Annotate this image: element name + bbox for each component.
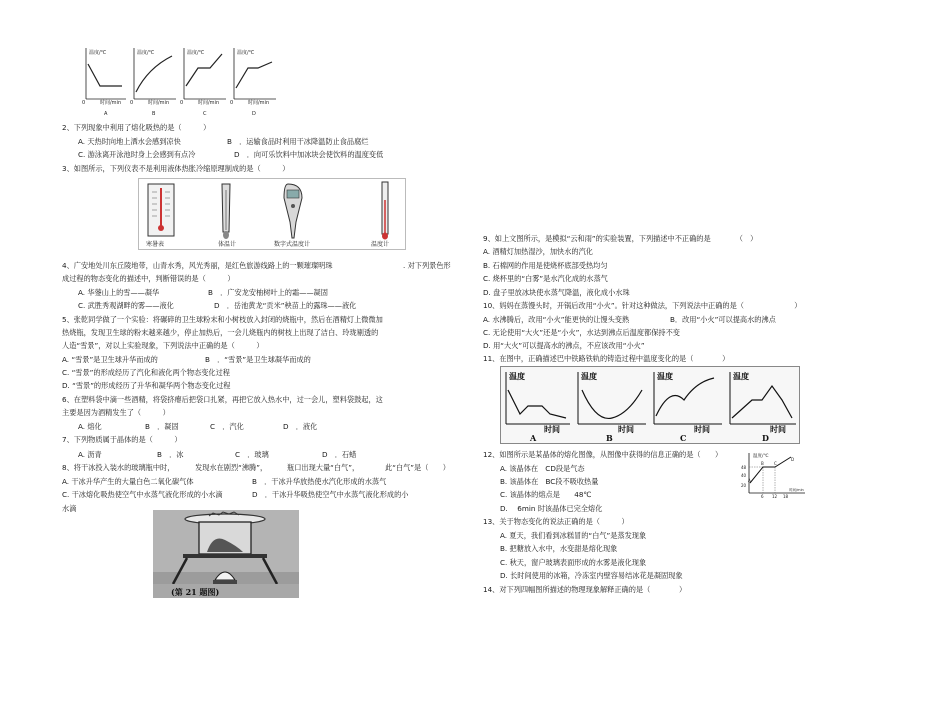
clinical-thermometer-icon	[222, 184, 230, 239]
q7-option-c: C ．玻璃	[235, 450, 269, 459]
graph-b	[130, 48, 176, 117]
q5-option-b: B ．“雪景”是卫生球凝华而成的	[205, 355, 311, 364]
graphs-abcd-figure	[80, 42, 280, 120]
label-digital-thermometer: 数字式温度计	[274, 241, 311, 248]
q13-option-c: C. 秋天，窗户玻璃表面形成的水雾是液化现象	[500, 558, 647, 567]
q4-option-a: A. 华蓥山上的雪——凝华	[78, 288, 160, 297]
svg-text:温度/℃: 温度/℃	[753, 454, 769, 459]
q10-stem: 10、妈妈在蒸馒头时，开锅后改用“小火”。针对这种做法，下列说法中正确的是（ ）	[483, 301, 802, 310]
svg-text:时间: 时间	[618, 424, 634, 434]
graph-a-letter: A	[104, 111, 108, 117]
svg-text:时间/min: 时间/min	[198, 100, 220, 106]
svg-text:温度: 温度	[657, 371, 673, 381]
q7-stem: 7、下列物质属于晶体的是（ ）	[62, 435, 182, 444]
svg-text:温度/℃: 温度/℃	[237, 50, 255, 56]
svg-text:温度: 温度	[581, 371, 597, 381]
svg-text:0: 0	[82, 100, 86, 106]
q11-letter-d: D	[762, 433, 769, 443]
q2-option-d: D ．向可乐饮料中加冰块会使饮料的温度变低	[234, 150, 384, 159]
label-clinical-thermometer: 体温计	[218, 241, 237, 248]
q6-option-c: C ．汽化	[210, 422, 244, 431]
lab-thermometer-icon	[382, 182, 388, 240]
q8-option-d-line1: D ．干冰升华吸热使空气中水蒸气液化形成的小	[252, 490, 409, 499]
q11-letter-a: A	[530, 433, 537, 443]
q8-stem-part3: 瓶口出现大量“白气”，	[287, 463, 360, 472]
q5-stem-line2: 热烧瓶，发现卫生球的粉末越来越少，停止加热后，一会儿烧瓶内的树枝上出现了洁白、玲珑剔透的	[62, 328, 379, 337]
q6-stem-line2: 主要是因为酒精发生了（ ）	[62, 408, 170, 417]
q4-stem-line2: 成过程的物态变化的描述中，判断错误的是（ ）	[62, 274, 235, 283]
graph-b-letter: B	[152, 111, 156, 117]
label-wall-thermometer: 寒暑表	[146, 241, 165, 248]
cloud-rain-apparatus-photo	[153, 510, 299, 598]
q13-option-b: B. 把糖放入水中，水变甜是熔化现象	[500, 544, 618, 553]
svg-text:温度: 温度	[509, 371, 525, 381]
apparatus-svg	[153, 510, 299, 598]
q12-option-d: D. 6min 时该晶体已完全熔化	[500, 504, 603, 513]
svg-text:12: 12	[772, 494, 778, 499]
svg-text:温度/℃: 温度/℃	[137, 50, 155, 56]
q2-option-a: A. 天热时向地上洒水会感到凉快	[78, 137, 181, 146]
q4-stem-line1-end: . 对下列景色形	[403, 261, 451, 270]
svg-text:时间/min: 时间/min	[248, 100, 270, 106]
q14-stem: 14、对下列四幅图所描述的物理现象解释正确的是（ ）	[483, 585, 687, 594]
q6-option-d: D ．液化	[283, 422, 318, 431]
svg-text:时间/min: 时间/min	[100, 100, 122, 106]
q10-option-a: A. 水沸腾后，改用“小火”能更快的让馒头变熟	[483, 315, 630, 324]
q6-option-b: B ．凝固	[145, 422, 179, 431]
q6-stem-line1: 6、在塑料袋中滴一些酒精，将袋挤瘪后把袋口扎紧，再把它放入热水中，过一会儿，塑料袋鼓起，这	[62, 395, 383, 404]
graph-d-letter: D	[252, 111, 256, 117]
graph-d	[230, 48, 276, 117]
q7-option-a: A. 沥青	[78, 450, 102, 459]
q10-option-b: B．改用“小火”可以提高水的沸点	[670, 315, 776, 324]
q4-option-c: C. 武胜秀观湖畔的雾——液化	[78, 301, 174, 310]
graph-c	[180, 48, 226, 117]
q5-stem-line3: 人造“雪景”，对以上实验现象，下列说法中正确的是（ ）	[62, 341, 264, 350]
q5-option-a: A. “雪景”是卫生球升华而成的	[62, 355, 158, 364]
graph-a-ylabel: 温度/℃	[89, 50, 107, 56]
svg-text:40: 40	[741, 473, 747, 478]
q9-option-a: A. 酒精灯加热湿沙，加快水的汽化	[483, 247, 593, 256]
wall-thermometer-icon	[148, 184, 174, 236]
q4-option-d: D ．岳池黄龙“贡米”秧苗上的露珠——液化	[214, 301, 357, 310]
q12-stem: 12、如图所示是某晶体的熔化图像，从图像中获得的信息正确的是（ ）	[483, 450, 723, 459]
q9-option-b: B. 石棉网的作用是使烧杯底部受热均匀	[483, 261, 608, 270]
thermometers-svg	[138, 178, 406, 250]
thermometers-figure	[138, 178, 406, 250]
svg-text:0: 0	[230, 100, 234, 106]
q9-option-d: D. 盘子里放冰块使水蒸气降温，液化成小水珠	[483, 288, 630, 297]
q12-melting-graph	[741, 449, 807, 499]
svg-text:D: D	[791, 457, 795, 462]
q12-graph-svg	[741, 449, 807, 499]
q2-option-c: C. 游泳离开泳池时身上会感到有点冷	[78, 150, 196, 159]
q13-option-d: D. 长时间使用的冰箱，冷冻室内壁容易结冰花是凝固现象	[500, 571, 683, 580]
svg-text:6: 6	[761, 494, 764, 499]
q8-option-a: A. 干冰升华产生的大量白色二氧化碳气体	[62, 477, 194, 486]
svg-text:18: 18	[783, 494, 789, 499]
q11-letter-b: B	[606, 433, 613, 443]
svg-text:0: 0	[180, 100, 184, 106]
q13-stem: 13、关于物态变化的说法正确的是（ ）	[483, 517, 629, 526]
q9-option-c: C. 烧杯里的“白雾”是水汽化成的水蒸气	[483, 274, 608, 283]
q4-option-b: B ．广安龙安柚树叶上的霜——凝固	[208, 288, 328, 297]
svg-text:C: C	[774, 461, 777, 466]
q8-stem-part2: 发现水在剧烈“沸腾”，	[195, 463, 268, 472]
q8-option-b: B ．干冰升华放热使水汽化形成的水蒸气	[252, 477, 387, 486]
svg-text:20: 20	[741, 483, 747, 488]
svg-text:A: A	[748, 478, 751, 483]
svg-text:时间/min: 时间/min	[148, 100, 170, 106]
q8-option-c: C. 干冰熔化吸热使空气中水蒸气液化形成的小水滴	[62, 490, 223, 499]
q2-option-b: B ．运输食品时利用干冰降温防止食品腐烂	[227, 137, 369, 146]
q12-option-a: A. 该晶体在 CD段是气态	[500, 464, 585, 473]
q7-option-d: D ．石蜡	[322, 450, 357, 459]
q12-option-c: C. 该晶体的熔点是 48℃	[500, 490, 592, 499]
q4-stem-line1: 4、广安地处川东丘陵地带，山青水秀，风光秀丽，是红色旅游线路上的一颗璀璨明珠	[62, 261, 333, 270]
svg-text:B: B	[761, 461, 764, 466]
label-lab-thermometer: 温度计	[371, 241, 390, 248]
q5-option-d: D. “雪景”的形成经历了升华和凝华两个物态变化过程	[62, 381, 231, 390]
svg-text:时间: 时间	[694, 424, 710, 434]
q11-stem: 11、在图中，正确描述巴中铁路铁轨的铸造过程中温度变化的是（ ）	[483, 354, 730, 363]
photo-caption: (第 21 题图)	[171, 587, 220, 597]
q11-graphs-figure	[500, 366, 800, 444]
q9-stem: 9、如上文图所示，是模拟“云和雨”的实验装置，下列描述中不正确的是 （ ）	[483, 234, 758, 243]
svg-text:时间: 时间	[770, 424, 786, 434]
q3-stem: 3、如图所示，下列仪表不是利用液体热胀冷缩原理制成的是（ ）	[62, 164, 290, 173]
q11-letter-c: C	[680, 433, 687, 443]
graph-a	[82, 48, 126, 117]
svg-text:48: 48	[741, 465, 747, 470]
svg-text:温度: 温度	[733, 371, 749, 381]
q5-stem-line1: 5、张乾同学做了一个实验：将碾碎的卫生球粉末和小树枝放入封闭的烧瓶中，然后在酒精灯上微微加	[62, 315, 383, 324]
q2-stem: 2、下列现象中利用了熔化吸热的是（ ）	[62, 123, 211, 132]
q6-option-a: A. 熔化	[78, 422, 102, 431]
graphs-abcd-svg	[80, 42, 280, 120]
q11-graphs-svg	[500, 366, 800, 444]
q12-option-b: B. 该晶体在 BC段不吸收热量	[500, 477, 599, 486]
q10-option-d: D. 用“大火”可以提高水的沸点，不应该改用“小火”	[483, 341, 645, 350]
q7-option-b: B ．冰	[157, 450, 184, 459]
q10-option-c: C. 无论使用“大火”还是“小火”，水达到沸点后温度都保持不变	[483, 328, 680, 337]
svg-text:0: 0	[130, 100, 134, 106]
svg-text:温度/℃: 温度/℃	[187, 50, 205, 56]
svg-text:时间: 时间	[544, 424, 560, 434]
q8-option-d-line2: 水滴	[62, 504, 77, 513]
q8-stem-part4: 此“白气”是（ ）	[385, 463, 450, 472]
svg-text:时间/min: 时间/min	[789, 488, 804, 492]
graph-c-letter: C	[203, 111, 207, 117]
q5-option-c: C. “雪景”的形成经历了汽化和液化两个物态变化过程	[62, 368, 230, 377]
q13-option-a: A. 夏天，我们看到冰糕冒的“白气”是蒸发现象	[500, 531, 647, 540]
q8-stem-part1: 8、将干冰投入装水的玻璃瓶中时，	[62, 463, 175, 472]
